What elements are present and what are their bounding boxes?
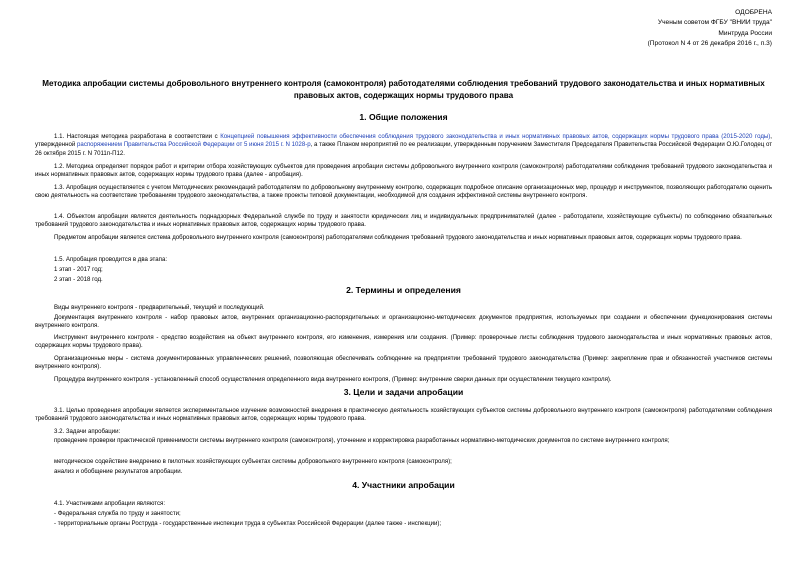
task-methodical-support: методическое содействие внедрению в пилотных хозяйствующих субъектах системы добровольного внутреннего контроля (самоконтроля); <box>54 458 452 465</box>
section-1-heading: 1. Общие положения <box>359 112 448 122</box>
term-instrument: Инструмент внутреннего контроля - средство воздействия на объект внутреннего контроля, его изменения, измерения или создания. (Пример: проверочные листы соблюдения трудового законодательства и иных нормативных правовых актов, содержащих нормы трудового права). <box>35 334 772 350</box>
paragraph-3-1: 3.1. Целью проведения апробации является экспериментальное изучение возможностей внедрения в практическую деятельность хозяйствующих субъектов системы добровольного внутреннего контроля (самоконтроля) работодателями соблюдения требований трудового законодательства и иных нормативных правовых актов, содержащих нормы трудового права. <box>35 407 772 423</box>
paragraph-1-1-tail: , а также Планом мероприятий по ее реализации, утвержденным поручением Заместителя Председателя Правительства Российской Федерации О.Ю.Голодец от 26 октября 2015 г. N 7011п-П12. <box>35 141 772 157</box>
approval-stamp <box>648 8 772 50</box>
term-control-types: Виды внутреннего контроля - предварительный, текущий и последующий. <box>54 304 265 311</box>
task-analysis: анализ и обобщение результатов апробации. <box>54 468 183 475</box>
paragraph-3-2: 3.2. Задачи апробации: <box>54 428 121 435</box>
task-verification: проведение проверки практической применимости системы внутреннего контроля (самоконтроля), уточнение и корректировка разработанных нормативно-методических документов по системе внутреннего контроля; <box>54 437 670 444</box>
paragraph-1-1-intro: 1.1. Настоящая методика разработана в соответствии с <box>54 133 221 140</box>
approval-line-2: Ученым советом ФГБУ "ВНИИ труда" <box>657 19 772 27</box>
paragraph-1-1-mid: , утвержденной <box>35 133 772 149</box>
participant-inspections: - территориальные органы Роструда - государственные инспекции труда в субъектах Российской Федерации (далее также - инспекции); <box>54 520 442 527</box>
government-order-link[interactable]: распоряжением Правительства Российской Федерации от 5 июня 2015 г. N 1028-р <box>77 141 311 149</box>
paragraph-1-1 <box>35 133 772 158</box>
paragraph-1-4: 1.4. Объектом апробации являетcя деятельность поднадзорных Федеральной службе по труду и занятости юридических лиц и индивидуальных предпринимателей (далее - работодатели, хозяйствующие субъекты) по соблюдению обязательных требований трудового законодательства и иных нормативных правовых актов, содержащих нормы трудового права. <box>35 213 772 229</box>
term-procedure: Процедура внутреннего контроля - установленный способ осуществления определенного вида внутреннего контроля, (Пример: внутренние сверки данных при осуществлении текущего контроля). <box>54 376 612 383</box>
approval-line-4: (Протокол N 4 от 26 декабря 2016 г., п.3) <box>647 40 772 48</box>
document-title: Методика апробации системы добровольного внутреннего контроля (самоконтроля) работодателями соблюдения требований трудового законодательства и иных нормативных правовых актов, содержащих нормы трудового права <box>42 79 765 100</box>
section-2-heading: 2. Термины и определения <box>346 285 461 295</box>
stage-2: 2 этап - 2018 год. <box>54 276 103 283</box>
term-organizational-measures: Организационные меры - система документированных управленческих решений, позволяющая обеспечивать соблюдение на предприятии требований трудового законодательства (Пример: закрепление прав и обязанностей участников системы внутреннего контроля). <box>35 355 772 371</box>
term-documentation: Документация внутреннего контроля - набор правовых актов, внутренних организационно-распорядительных и организационно-методических документов предприятия, используемых при создании и обеспечении функционирования системы внутреннего контроля. <box>35 314 772 330</box>
section-3-heading: 3. Цели и задачи апробации <box>343 387 464 397</box>
paragraph-1-3: 1.3. Апробация осуществляется с учетом Методических рекомендаций работодателям по добровольному внутреннему контролю, содержащих подробное описание организационных мер, процедур и инструментов, позволяющих работодателю оценить свою деятельность на соответствие требованиям трудового законодательства, а также проекты типовой документации, необходимой для создания эффективной системы внутреннего контроля. <box>35 184 772 200</box>
paragraph-4-1: 4.1. Участниками апробации являются: <box>54 500 166 507</box>
paragraph-1-2: 1.2. Методика определяет порядок работ и критерии отбора хозяйствующих субъектов для проведения апробации системы добровольного внутреннего контроля (самоконтроля) работодателями соблюдения требований трудового законодательства и иных нормативных правовых актов, содержащих нормы трудового права (далее - апробация). <box>35 163 772 179</box>
approval-line-3: Минтруда России <box>718 29 772 37</box>
participant-rostrud: - Федеральная служба по труду и занятости; <box>54 510 181 517</box>
document-page <box>35 0 772 571</box>
section-4-heading: 4. Участники апробации <box>352 480 455 490</box>
concept-link[interactable]: Концепцией повышения эффективности обеспечения соблюдения трудового законодательства и иных нормативных правовых актов, содержащих нормы трудового права (2015-2020 годы) <box>220 133 771 140</box>
paragraph-subject: Предметом апробации является система добровольного внутреннего контроля (самоконтроля) работодателями соблюдения требований трудового законодательства и иных нормативных правовых актов, содержащих нормы трудового права. <box>54 234 742 241</box>
paragraph-1-5: 1.5. Апробация проводится в два этапа: <box>54 256 168 263</box>
stage-1: 1 этап - 2017 год; <box>54 266 103 273</box>
approval-line-1: ОДОБРЕНА <box>735 9 772 16</box>
